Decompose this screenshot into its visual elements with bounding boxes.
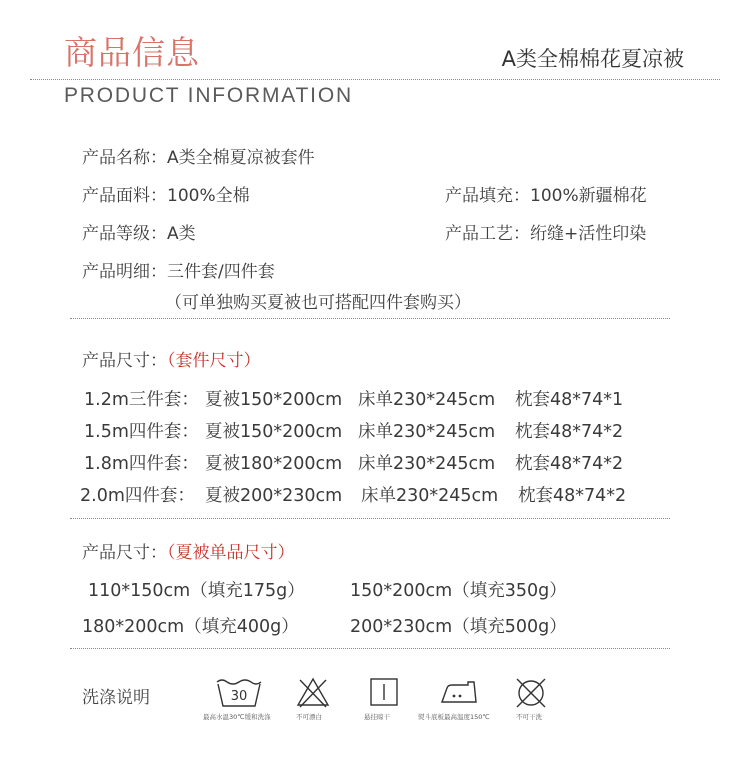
section-divider-2 — [70, 518, 670, 519]
wash-30-icon — [214, 676, 264, 708]
pillow-size: 枕套48*74*2 — [515, 454, 624, 474]
set-size-row — [84, 418, 684, 442]
section-divider-1 — [70, 318, 670, 319]
single-size-item: 110*150cm（填充175g） — [88, 581, 305, 601]
hang-dry-icon — [368, 676, 400, 708]
iron-150-icon — [438, 676, 480, 708]
set-size-label: 产品尺寸： — [82, 351, 167, 371]
wash-temperature: 30 — [230, 689, 248, 704]
set-name: 1.2m三件套： — [84, 390, 199, 410]
sheet-size: 床单230*245cm — [358, 422, 496, 442]
no-dry-clean-icon — [514, 676, 548, 710]
set-name: 1.5m四件套： — [84, 422, 199, 442]
info-detail: 产品明细：三件套/四件套 — [82, 262, 275, 282]
quilt-size: 夏被200*230cm — [205, 486, 343, 506]
info-detail-note: （可单独购买夏被也可搭配四件套购买） — [165, 293, 471, 313]
sheet-size: 床单230*245cm — [358, 454, 496, 474]
pillow-size: 枕套48*74*1 — [515, 390, 624, 410]
bleach-caption: 不可漂白 — [296, 713, 322, 721]
set-size-row — [84, 386, 684, 410]
info-fabric: 产品面料：100%全棉 — [82, 186, 250, 206]
english-title: PRODUCT INFORMATION — [64, 84, 353, 107]
set-size-row — [84, 450, 684, 474]
single-size-label: 产品尺寸： — [82, 543, 167, 563]
pillow-size: 枕套48*74*2 — [515, 422, 624, 442]
info-grade: 产品等级：A类 — [82, 224, 196, 244]
quilt-size: 夏被180*200cm — [205, 454, 343, 474]
set-size-row — [80, 482, 680, 506]
header-divider — [30, 79, 720, 80]
sheet-size: 床单230*245cm — [358, 390, 496, 410]
pillow-size: 枕套48*74*2 — [518, 486, 627, 506]
set-name: 1.8m四件套： — [84, 454, 199, 474]
info-craft: 产品工艺：绗缝+活性印染 — [445, 224, 647, 244]
set-size-heading — [82, 346, 261, 371]
single-size-heading — [82, 538, 295, 563]
dry-clean-caption: 不可干洗 — [516, 713, 542, 721]
care-label: 洗涤说明 — [82, 688, 150, 708]
info-filling: 产品填充：100%新疆棉花 — [445, 186, 647, 206]
quilt-size: 夏被150*200cm — [205, 390, 343, 410]
page-title: 商品信息 — [64, 33, 200, 72]
set-size-label-red: （套件尺寸） — [167, 351, 261, 371]
info-name: 产品名称：A类全棉夏凉被套件 — [82, 148, 315, 168]
single-size-label-red: （夏被单品尺寸） — [167, 543, 295, 563]
single-size-item: 150*200cm（填充350g） — [350, 581, 567, 601]
no-bleach-icon — [296, 676, 330, 708]
quilt-size: 夏被150*200cm — [205, 422, 343, 442]
single-size-item: 200*230cm（填充500g） — [350, 617, 567, 637]
sheet-size: 床单230*245cm — [361, 486, 499, 506]
wash-caption: 最高水温30℃缓和洗涤 — [203, 713, 271, 721]
product-subtitle: A类全棉棉花夏凉被 — [501, 47, 684, 71]
section-divider-3 — [70, 648, 670, 649]
iron-caption: 熨斗底板最高温度150℃ — [418, 713, 490, 721]
single-size-item: 180*200cm（填充400g） — [82, 617, 299, 637]
dry-caption: 悬挂晾干 — [364, 713, 390, 721]
set-name: 2.0m四件套： — [80, 486, 195, 506]
